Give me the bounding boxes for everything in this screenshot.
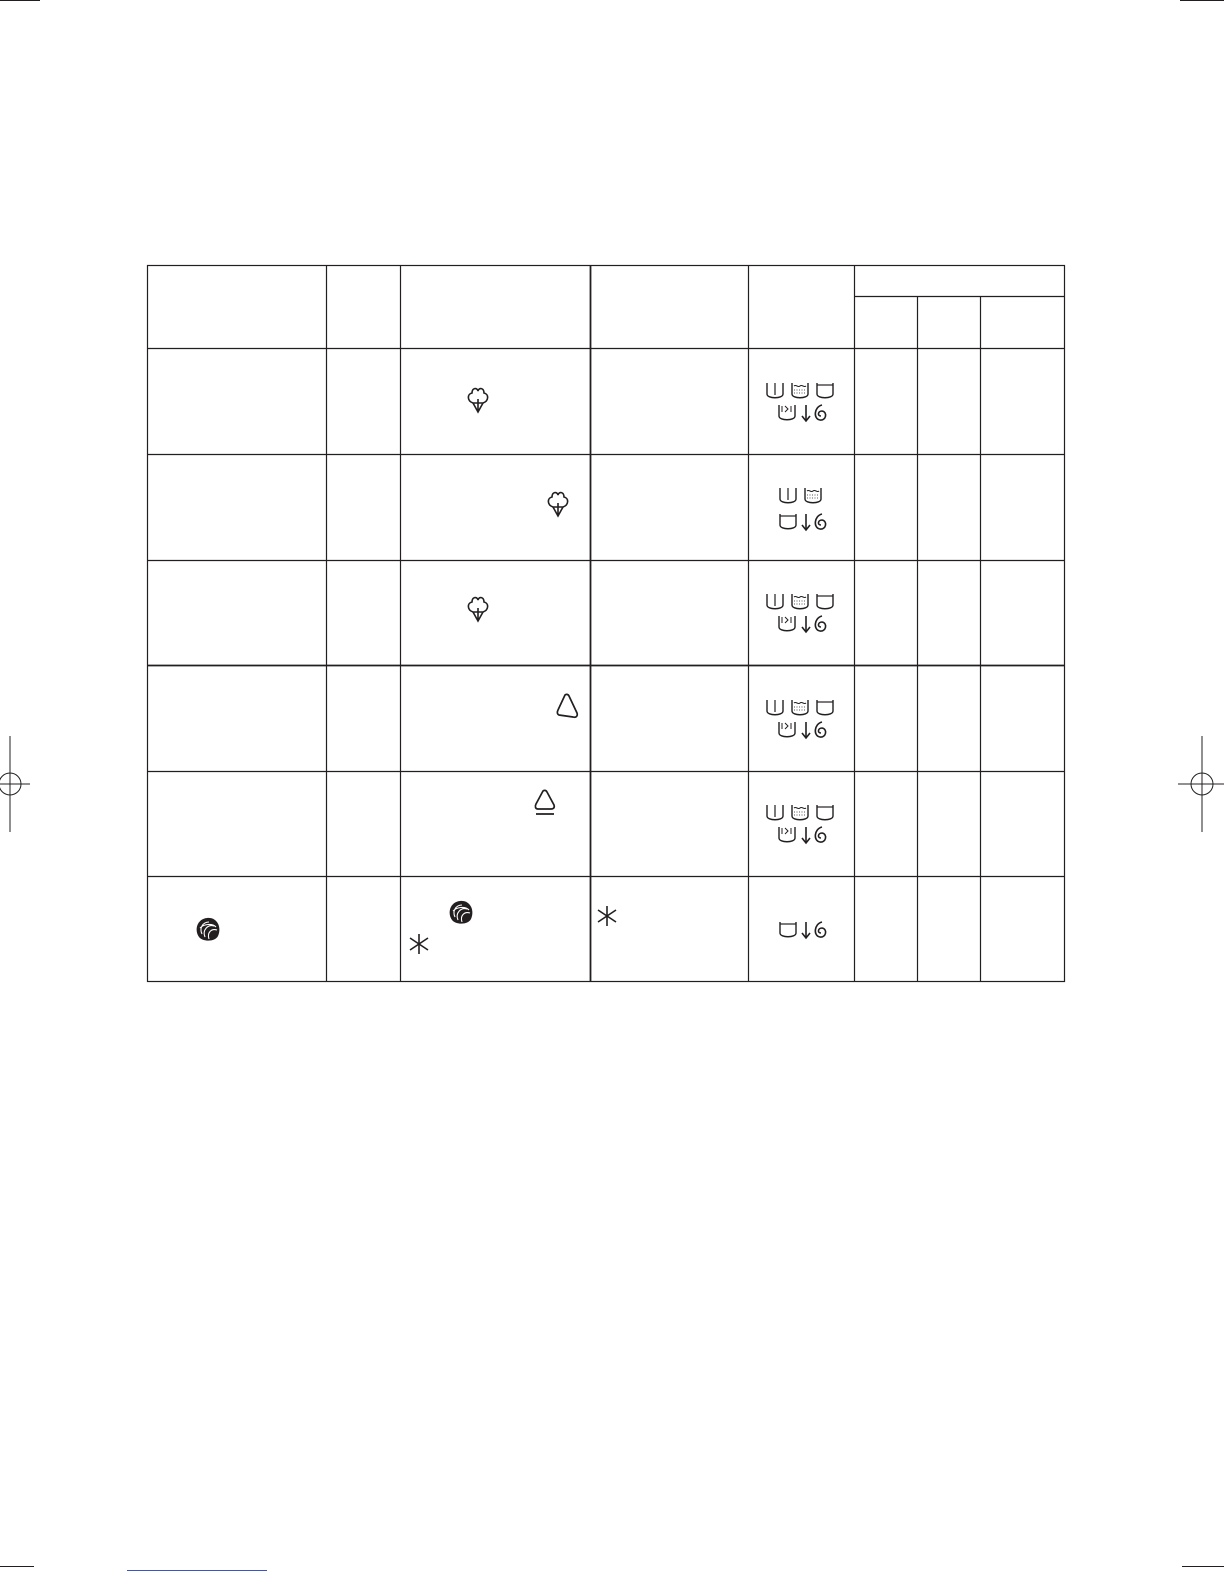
rinse-icon — [817, 700, 833, 715]
prewash-icon — [767, 383, 783, 398]
spin-icon — [815, 616, 825, 631]
table-row — [468, 383, 833, 421]
cold-icon — [410, 934, 428, 954]
prewash-icon — [767, 700, 783, 715]
drain-icon — [802, 722, 810, 738]
wash-icon — [805, 488, 821, 503]
phase-symbols — [767, 700, 833, 738]
prewash-icon — [767, 594, 783, 609]
table-row — [197, 901, 826, 954]
rinse-icon — [817, 805, 833, 820]
prewash-icon — [780, 488, 796, 503]
phase-symbols — [767, 594, 833, 632]
wash-icon — [792, 594, 808, 609]
drain-icon — [802, 616, 810, 632]
wash-icon — [792, 383, 808, 398]
spin-icon — [815, 827, 825, 842]
cotton-icon — [548, 493, 567, 516]
wool-icon — [197, 918, 220, 941]
spin-icon — [815, 405, 825, 420]
delicates-icon — [535, 790, 554, 814]
prewash-icon — [767, 805, 783, 820]
rinse-icon — [817, 594, 833, 609]
phase-symbols — [767, 805, 833, 843]
synthetics-icon — [557, 694, 577, 717]
wash-icon — [792, 700, 808, 715]
rinse-icon — [780, 922, 796, 937]
cotton-icon — [468, 598, 487, 621]
phase-symbols — [780, 922, 826, 938]
phase-symbols — [767, 383, 833, 421]
rinse-hold-icon — [779, 722, 795, 737]
phase-symbols — [780, 488, 826, 530]
wool-icon — [450, 901, 473, 924]
drain-icon — [802, 922, 810, 938]
spin-icon — [815, 514, 825, 529]
wash-icon — [792, 805, 808, 820]
drain-icon — [802, 405, 810, 421]
table-row — [535, 790, 833, 843]
rinse-hold-icon — [779, 827, 795, 842]
rinse-icon — [817, 383, 833, 398]
drain-icon — [802, 827, 810, 843]
drain-icon — [802, 514, 810, 530]
table-grid — [148, 266, 1065, 982]
cold-icon — [598, 906, 616, 926]
table-row — [557, 694, 833, 738]
rinse-hold-icon — [779, 616, 795, 631]
rinse-icon — [780, 514, 796, 529]
cotton-icon — [468, 389, 487, 412]
rinse-hold-icon — [779, 405, 795, 420]
spin-icon — [815, 922, 825, 937]
table-row — [468, 594, 833, 632]
spin-icon — [815, 722, 825, 737]
